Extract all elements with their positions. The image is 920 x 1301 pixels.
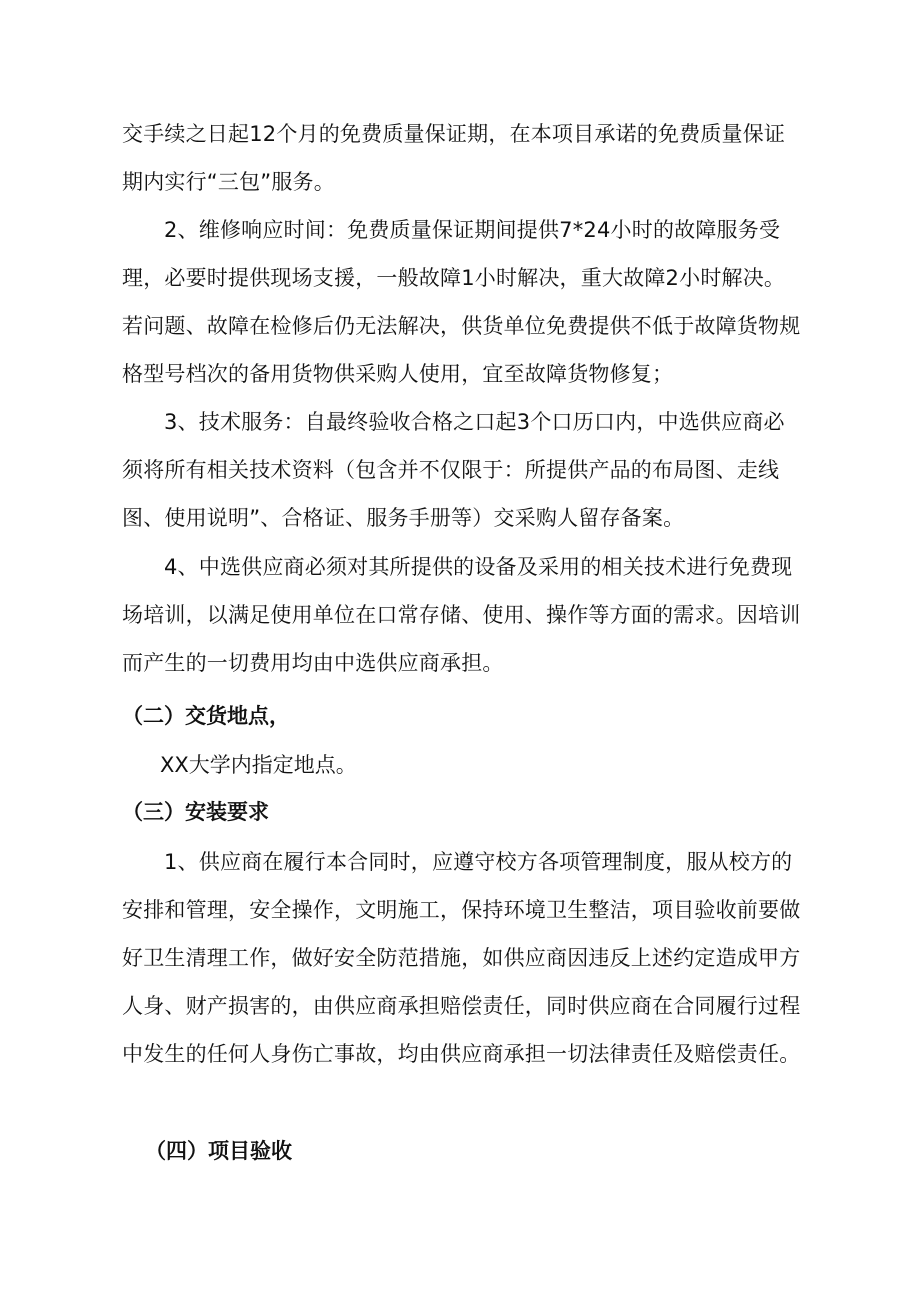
paragraph-repair-response <box>122 206 804 398</box>
paragraph-text: 2、维修响应时间：免费质量保证期间提供7*24小时的故障服务受理，必要时提供现场支援，一般故障1小时解决，重大故障2小时解决。若问题、故障在检修后仍无法解决，供货单位免费提供不低于故障货物规格型号档次的备用货物供采购人使用，宜至故障货物修复； <box>122 218 801 386</box>
paragraph-text: 3、技术服务：自最终验收合格之口起3个口历口内，中选供应商必须将所有相关技术资料（包含并不仅限于：所提供产品的布局图、走线图、使用说明”、合格证、服务手册等）交采购人留存备案。 <box>122 410 785 530</box>
section-heading-installation: （三）安装要求 <box>122 800 269 824</box>
paragraph-warranty-continued <box>122 110 804 206</box>
paragraph-installation-1 <box>122 838 804 1078</box>
delivery-location-text: XX大学内指定地点。 <box>160 753 357 777</box>
paragraph-technical-service <box>122 398 804 542</box>
section-heading-acceptance: （四）项目验收 <box>145 1139 292 1163</box>
paragraph-text: 交手续之日起12个月的免费质量保证期，在本项目承诺的免费质量保证期内实行“三包”服务。 <box>122 122 786 194</box>
section-heading-delivery-location: （二）交货地点， <box>122 704 290 728</box>
paragraph-text: 1、供应商在履行本合同时，应遵守校方各项管理制度，服从校方的安排和管理，安全操作，文明施工，保持环境卫生整洁，项目验收前要做好卫生清理工作，做好安全防范措施，如供应商因违反上述约定造成甲方人身、财产损害的，由供应商承担赔偿责任，同时供应商在合同履行过程中发生的任何人身伤亡事故，均由供应商承担一切法律责任及赔偿责任。 <box>122 850 801 1066</box>
paragraph-text: 4、中选供应商必须对其所提供的设备及采用的相关技术进行免费现场培训，以满足使用单位在口常存储、使用、操作等方面的需求。因培训而产生的一切费用均由中选供应商承担。 <box>122 555 801 675</box>
paragraph-training <box>122 543 804 687</box>
